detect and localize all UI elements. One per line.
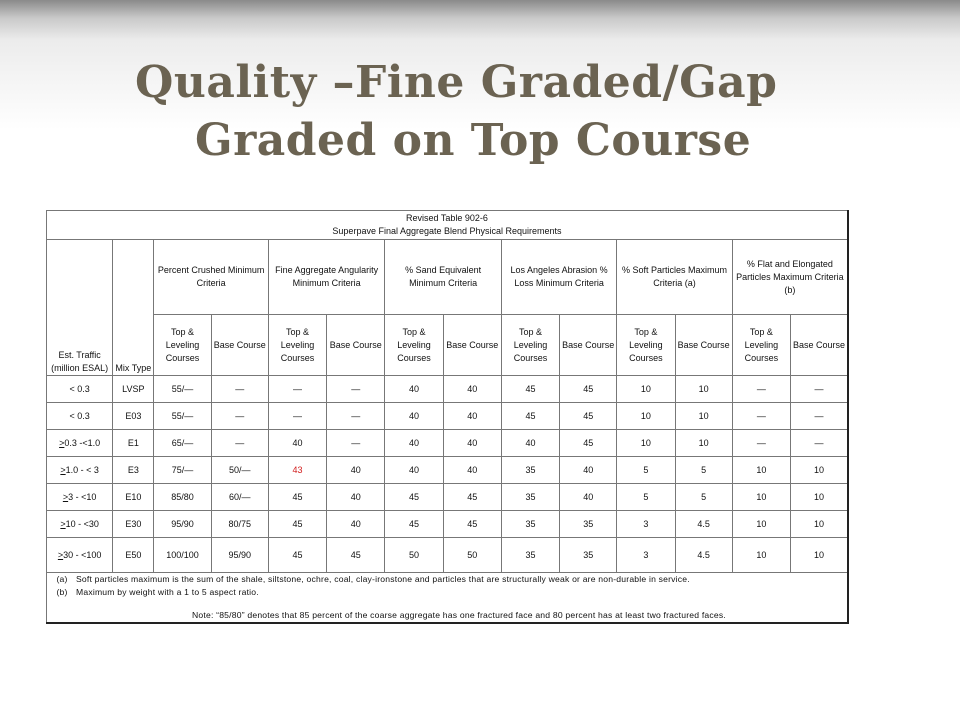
cell-value: 40 xyxy=(443,457,501,484)
cell-value: 35 xyxy=(501,511,559,538)
table-row xyxy=(47,484,849,511)
cell-value: 40 xyxy=(560,484,617,511)
subheader-top-leveling: Top & Leveling Courses xyxy=(617,315,675,376)
table-note: Note: “85/80” denotes that 85 percent of the coarse aggregate has one fractured face and 80 percent has at least two fractured faces. xyxy=(192,610,726,620)
header-percent-crushed: Percent Crushed Minimum Criteria xyxy=(154,240,268,315)
cell-value: 10 xyxy=(732,511,790,538)
subheader-base-course: Base Course xyxy=(791,315,848,376)
table-row xyxy=(47,403,849,430)
cell-value: 4.5 xyxy=(675,538,732,573)
cell-value: 85/80 xyxy=(154,484,211,511)
cell-value: 10 xyxy=(791,538,848,573)
table-caption-title: Superpave Final Aggregate Blend Physical Requirements xyxy=(332,226,562,236)
cell-value: 10 xyxy=(791,511,848,538)
footnote-a-text: Soft particles maximum is the sum of the shale, siltstone, ochre, coal, clay-ironstone and particles that are structurally weak or are non-durable in service. xyxy=(76,574,690,584)
cell-value: 35 xyxy=(501,457,559,484)
cell-value: 10 xyxy=(791,457,848,484)
traffic-range: < 0.3 xyxy=(69,383,90,394)
table-footnotes xyxy=(47,573,849,624)
cell-value: — xyxy=(791,403,848,430)
cell-traffic xyxy=(47,403,113,430)
cell-value: 35 xyxy=(501,484,559,511)
cell-value: 80/75 xyxy=(211,511,268,538)
cell-mix-type: E03 xyxy=(113,403,154,430)
cell-value: 40 xyxy=(385,403,443,430)
cell-value: — xyxy=(327,403,385,430)
cell-value: — xyxy=(732,430,790,457)
header-soft-particles: % Soft Particles Maximum Criteria (a) xyxy=(617,240,732,315)
traffic-symbol: > xyxy=(60,518,66,529)
cell-value-highlighted: 43 xyxy=(268,457,326,484)
cell-value: 5 xyxy=(675,484,732,511)
cell-value: 10 xyxy=(732,457,790,484)
cell-value: 3 xyxy=(617,538,675,573)
cell-value: 35 xyxy=(560,538,617,573)
cell-value: 65/— xyxy=(154,430,211,457)
cell-value: 45 xyxy=(501,403,559,430)
cell-value: 100/100 xyxy=(154,538,211,573)
cell-value: 10 xyxy=(675,376,732,403)
cell-value: 45 xyxy=(385,511,443,538)
traffic-range: 10 - <30 xyxy=(65,518,99,529)
cell-value: 40 xyxy=(443,376,501,403)
subheader-base-course: Base Course xyxy=(327,315,385,376)
cell-value: 40 xyxy=(385,376,443,403)
cell-value: 45 xyxy=(327,538,385,573)
cell-value: 40 xyxy=(501,430,559,457)
subheader-top-leveling: Top & Leveling Courses xyxy=(154,315,211,376)
subheader-base-course: Base Course xyxy=(211,315,268,376)
footnote-a xyxy=(48,573,846,586)
cell-value: 40 xyxy=(327,457,385,484)
cell-value: — xyxy=(732,403,790,430)
table-row xyxy=(47,376,849,403)
cell-mix-type: E50 xyxy=(113,538,154,573)
subheader-base-course: Base Course xyxy=(675,315,732,376)
cell-value: 45 xyxy=(268,511,326,538)
traffic-range: 1.0 - < 3 xyxy=(65,464,99,475)
cell-value: 95/90 xyxy=(154,511,211,538)
cell-value: — xyxy=(211,403,268,430)
table-row xyxy=(47,430,849,457)
cell-value: 75/— xyxy=(154,457,211,484)
table-row xyxy=(47,457,849,484)
cell-value: 10 xyxy=(617,376,675,403)
traffic-range: < 0.3 xyxy=(69,410,90,421)
cell-mix-type: E10 xyxy=(113,484,154,511)
cell-mix-type: E1 xyxy=(113,430,154,457)
slide-title xyxy=(0,54,960,170)
cell-traffic xyxy=(47,376,113,403)
header-fine-aggregate-angularity: Fine Aggregate Angularity Minimum Criteria xyxy=(268,240,384,315)
cell-value: — xyxy=(211,430,268,457)
footnote-b-text: Maximum by weight with a 1 to 5 aspect ratio. xyxy=(76,587,259,597)
header-flat-elongated: % Flat and Elongated Particles Maximum Criteria (b) xyxy=(732,240,848,315)
cell-value: 10 xyxy=(675,403,732,430)
table-row xyxy=(47,538,849,573)
subheader-base-course: Base Course xyxy=(443,315,501,376)
cell-value: 60/— xyxy=(211,484,268,511)
cell-value: 40 xyxy=(443,430,501,457)
footnote-b xyxy=(48,586,846,599)
cell-value: 45 xyxy=(385,484,443,511)
footnote-a-tag: (a) xyxy=(56,574,68,584)
footnote-b-tag: (b) xyxy=(56,587,68,597)
traffic-symbol: > xyxy=(62,491,69,502)
cell-value: 55/— xyxy=(154,376,211,403)
cell-value: 35 xyxy=(501,538,559,573)
cell-value: 40 xyxy=(327,484,385,511)
cell-traffic xyxy=(47,457,113,484)
cell-value: 4.5 xyxy=(675,511,732,538)
slide-title-line-2: Graded on Top Course xyxy=(195,115,752,166)
cell-value: 40 xyxy=(327,511,385,538)
cell-mix-type: LVSP xyxy=(113,376,154,403)
cell-value: 40 xyxy=(268,430,326,457)
cell-value: 50/— xyxy=(211,457,268,484)
header-los-angeles-abrasion: Los Angeles Abrasion % Loss Minimum Criteria xyxy=(501,240,616,315)
header-sand-equivalent: % Sand Equivalent Minimum Criteria xyxy=(385,240,501,315)
cell-value: 50 xyxy=(385,538,443,573)
cell-value: 45 xyxy=(501,376,559,403)
cell-value: 95/90 xyxy=(211,538,268,573)
cell-value: — xyxy=(791,430,848,457)
cell-value: — xyxy=(211,376,268,403)
cell-value: 45 xyxy=(560,376,617,403)
cell-value: 10 xyxy=(791,484,848,511)
cell-mix-type: E30 xyxy=(113,511,154,538)
cell-value: 10 xyxy=(675,430,732,457)
aggregate-requirements-table xyxy=(46,210,849,624)
cell-traffic xyxy=(47,430,113,457)
traffic-range: 30 - <100 xyxy=(63,549,102,560)
table-caption-number: Revised Table 902-6 xyxy=(406,213,488,223)
cell-traffic xyxy=(47,511,113,538)
cell-value: 45 xyxy=(268,484,326,511)
subheader-top-leveling: Top & Leveling Courses xyxy=(385,315,443,376)
subheader-top-leveling: Top & Leveling Courses xyxy=(268,315,326,376)
traffic-symbol: > xyxy=(57,549,64,560)
header-est-traffic: Est. Traffic (million ESAL) xyxy=(47,240,113,376)
traffic-symbol: > xyxy=(60,464,66,475)
cell-value: — xyxy=(268,376,326,403)
cell-value: 45 xyxy=(560,430,617,457)
table-row xyxy=(47,511,849,538)
cell-value: 10 xyxy=(617,403,675,430)
cell-traffic xyxy=(47,484,113,511)
cell-value: 40 xyxy=(560,457,617,484)
subheader-base-course: Base Course xyxy=(560,315,617,376)
cell-value: 45 xyxy=(443,484,501,511)
subheader-top-leveling: Top & Leveling Courses xyxy=(501,315,559,376)
cell-value: 50 xyxy=(443,538,501,573)
cell-value: — xyxy=(327,376,385,403)
cell-value: 45 xyxy=(443,511,501,538)
cell-value: 10 xyxy=(617,430,675,457)
cell-value: — xyxy=(732,376,790,403)
cell-value: 40 xyxy=(385,457,443,484)
cell-value: 55/— xyxy=(154,403,211,430)
cell-mix-type: E3 xyxy=(113,457,154,484)
cell-value: 35 xyxy=(560,511,617,538)
traffic-symbol: > xyxy=(59,437,65,448)
subheader-top-leveling: Top & Leveling Courses xyxy=(732,315,790,376)
traffic-range: 3 - <10 xyxy=(68,491,97,502)
cell-value: 5 xyxy=(675,457,732,484)
cell-value: 45 xyxy=(560,403,617,430)
traffic-range: 0.3 -<1.0 xyxy=(64,437,101,448)
header-mix-type: Mix Type xyxy=(113,240,154,376)
cell-value: 40 xyxy=(385,430,443,457)
slide-title-line-1: Quality –Fine Graded/Gap xyxy=(135,57,778,108)
cell-value: 3 xyxy=(617,511,675,538)
cell-traffic xyxy=(47,538,113,573)
cell-value: 10 xyxy=(732,538,790,573)
cell-value: — xyxy=(791,376,848,403)
cell-value: 5 xyxy=(617,457,675,484)
cell-value: 5 xyxy=(617,484,675,511)
cell-value: — xyxy=(327,430,385,457)
cell-value: 40 xyxy=(443,403,501,430)
cell-value: 45 xyxy=(268,538,326,573)
cell-value: — xyxy=(268,403,326,430)
cell-value: 10 xyxy=(732,484,790,511)
table-caption xyxy=(47,211,849,240)
